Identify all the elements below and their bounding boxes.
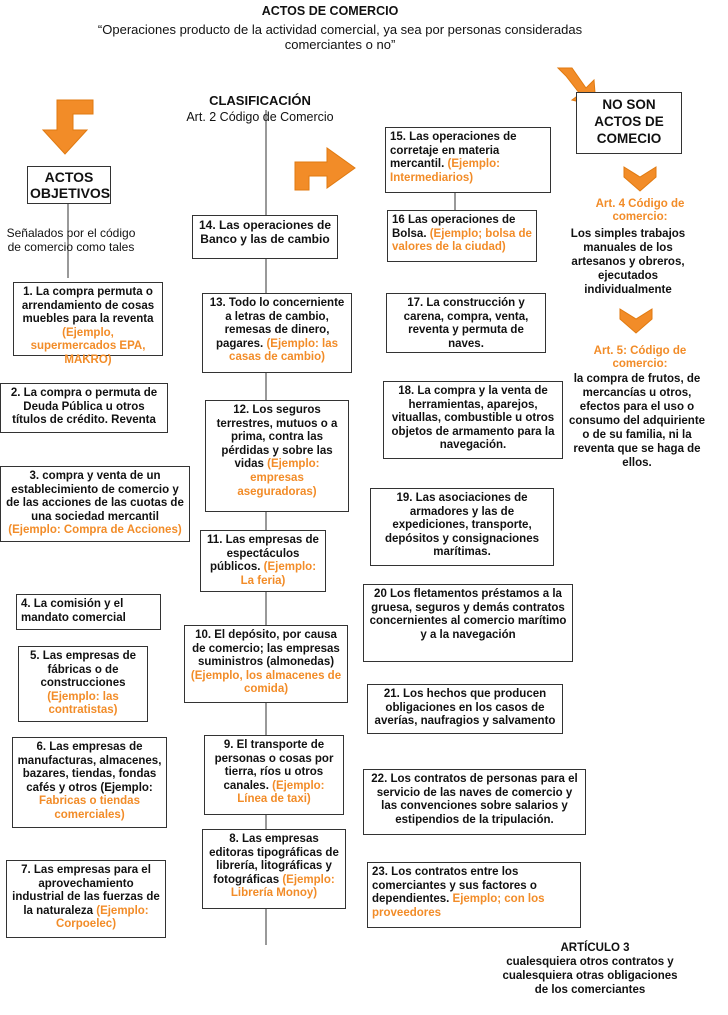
- item-19: 19. Las asociaciones de armadores y las de expediciones, transporte, depósitos y consignaciones marítimas.: [370, 488, 554, 566]
- item-11: 11. Las empresas de espectáculos públicos. (Ejemplo: La feria): [200, 530, 326, 592]
- item-5: 5. Las empresas de fábricas o de construcciones (Ejemplo: las contratistas): [18, 646, 148, 722]
- item-12: 12. Los seguros terrestres, mutuos o a prima, contra las pérdidas y sobre las vidas (Ejemplo: empresas aseguradoras): [205, 400, 349, 512]
- item-10: 10. El depósito, por causa de comercio; las empresas suministros (almonedas) (Ejemplo, los almacenes de comida): [184, 625, 348, 703]
- art4-text: Los simples trabajos manuales de los artesanos y obreros, ejecutados individualmente: [570, 228, 686, 296]
- page-title: ACTOS DE COMERCIO: [261, 4, 399, 18]
- clasificacion-subtitle: Art. 2 Código de Comercio: [186, 110, 334, 124]
- item-15: 15. Las operaciones de corretaje en materia mercantil. (Ejemplo: Intermediarios): [385, 127, 551, 193]
- no-son-title: NO SON ACTOS DE COMECIO: [594, 97, 664, 146]
- item-7: 7. Las empresas para el aprovechamiento industrial de las fuerzas de la naturaleza (Ejemplo: Corpoelec): [6, 860, 166, 938]
- item-4: 4. La comisión y el mandato comercial: [16, 594, 161, 630]
- art4-title: Art. 4 Código de comercio:: [595, 198, 685, 223]
- item-16: 16 Las operaciones de Bolsa. (Ejemplo; bolsa de valores de la ciudad): [387, 210, 537, 262]
- item-13: 13. Todo lo concerniente a letras de cambio, remesas de dinero, pagares. (Ejemplo: las casas de cambio): [202, 293, 352, 373]
- art3-text: cualesquiera otros contratos y cualesquiera otras obligaciones de los comerciantes: [502, 956, 678, 996]
- item-23: 23. Los contratos entre los comerciantes y sus factores o dependientes. Ejemplo; con los proveedores: [367, 862, 581, 928]
- item-20: 20 Los fletamentos préstamos a la gruesa, seguros y demás contratos concernientes al comercio marítimo y a la navegación: [363, 584, 573, 662]
- actos-objetivos-box: [27, 166, 111, 204]
- item-6: 6. Las empresas de manufacturas, almacenes, bazares, tiendas, fondas cafés y otros (Ejemplo: Fabricas o tiendas comerciales): [12, 737, 167, 828]
- actos-objetivos-title: ACTOS OBJETIVOS: [30, 169, 111, 201]
- item-8: 8. Las empresas editoras tipográficas de librería, litográficas y fotográficas (Ejemplo: Librería Monoy): [202, 829, 346, 909]
- item-17: 17. La construcción y carena, compra, venta, reventa y permuta de naves.: [386, 293, 546, 353]
- art5-title: Art. 5: Código de comercio:: [593, 345, 687, 370]
- clasificacion-title: CLASIFICACIÓN: [209, 93, 311, 108]
- item-18: 18. La compra y la venta de herramientas, aparejos, vituallas, combustible u otros objetos de armamento para la navegación.: [383, 381, 563, 459]
- actos-objetivos-note: Señalados por el código de comercio como tales: [6, 226, 136, 254]
- item-22: 22. Los contratos de personas para el servicio de las naves de comercio y las convenciones sobre salarios y estipendios de la tripulación.: [363, 769, 586, 835]
- item-21: 21. Los hechos que producen obligaciones en los casos de averías, naufragios y salvamento: [367, 684, 563, 734]
- art5-text: la compra de frutos, de mercancías u otros, efectos para el uso o consumo del adquiriente o de su familia, ni la reventa que se haga de ellos.: [568, 373, 706, 469]
- item-1: 1. La compra permuta o arrendamiento de cosas muebles para la reventa (Ejemplo, supermercados EPA, MAKRO): [13, 282, 163, 356]
- art3-title: ARTÍCULO 3: [560, 942, 630, 954]
- item-9: 9. El transporte de personas o cosas por tierra, ríos u otros canales. (Ejemplo: Línea de taxi): [204, 735, 344, 815]
- no-son-box: [576, 92, 682, 154]
- item-14: 14. Las operaciones de Banco y las de cambio: [192, 215, 338, 259]
- page-subtitle: “Operaciones producto de la actividad comercial, ya sea por personas consideradas comerciantes o no”: [97, 22, 583, 52]
- item-2: 2. La compra o permuta de Deuda Pública u otros títulos de crédito. Reventa: [0, 383, 168, 433]
- item-3: 3. compra y venta de un establecimiento de comercio y de las acciones de las cuotas de una sociedad mercantil (Ejemplo: Compra de Acciones): [0, 466, 190, 542]
